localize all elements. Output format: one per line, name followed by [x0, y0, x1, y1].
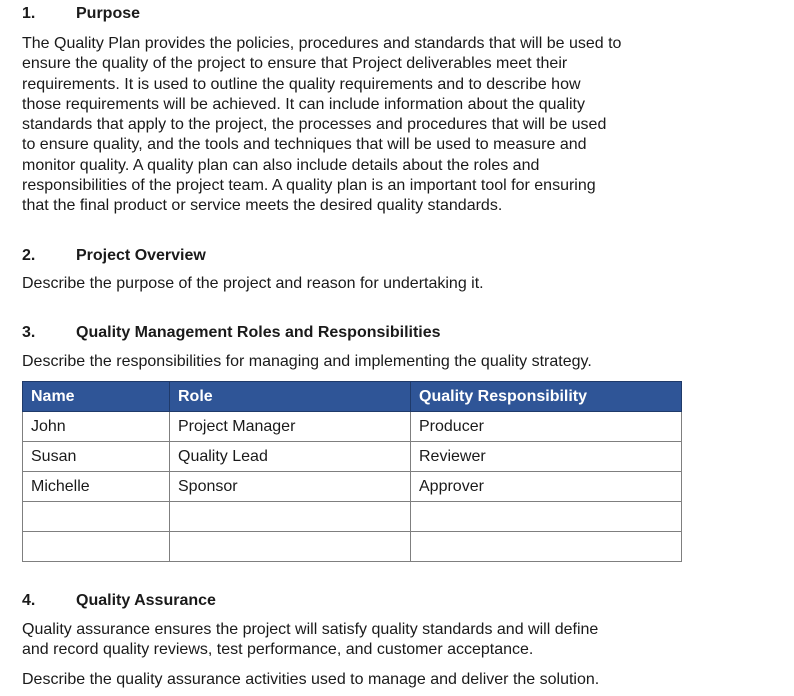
section-4-paragraph-2: [22, 670, 599, 690]
section-4-number: 4.: [22, 592, 36, 609]
section-3-paragraph: [22, 352, 592, 372]
section-3-title: Quality Management Roles and Responsibilities: [76, 324, 441, 341]
table-cell-name: [23, 502, 170, 532]
paragraph-line: that the final product or service meets the desired quality standards.: [22, 197, 503, 215]
table-cell-name: [23, 532, 170, 562]
paragraph-line: Describe the responsibilities for managing and implementing the quality strategy.: [22, 353, 592, 370]
table-cell-role: [170, 502, 411, 532]
table-cell-name: Susan: [23, 442, 170, 472]
paragraph-line: Describe the quality assurance activities used to manage and deliver the solution.: [22, 671, 600, 688]
section-1-paragraph: [22, 34, 621, 217]
section-4-paragraph: [22, 620, 598, 661]
paragraph-line: those requirements will be achieved. It can include information about the quality: [22, 95, 585, 113]
section-3-number: 3.: [22, 324, 36, 341]
paragraph-line: ensure the quality of the project to ensure that Project deliverables meet their: [22, 55, 568, 73]
table-cell-role: Sponsor: [170, 472, 411, 502]
table-cell-role: Project Manager: [170, 412, 411, 442]
paragraph-line: monitor quality. A quality plan can also include details about the roles and: [22, 156, 540, 174]
table-row: [23, 472, 682, 502]
table-cell-name: John: [23, 412, 170, 442]
table-cell-name: Michelle: [23, 472, 170, 502]
table-row: [23, 412, 682, 442]
column-header-role: Role: [170, 382, 411, 412]
table-row: [23, 502, 682, 532]
table-header-row: [23, 382, 682, 412]
column-header-quality-responsibility: Quality Responsibility: [411, 382, 682, 412]
section-2-paragraph: [22, 274, 484, 294]
section-3-heading: [22, 323, 441, 343]
paragraph-line: requirements. It is used to outline the quality requirements and to describe how: [22, 75, 581, 93]
section-4-title: Quality Assurance: [76, 592, 216, 609]
section-1-number: 1.: [22, 5, 36, 22]
table-cell-responsibility: [411, 532, 682, 562]
section-4-heading: [22, 591, 216, 611]
column-header-name: Name: [23, 382, 170, 412]
paragraph-line: The Quality Plan provides the policies, procedures and standards that will be used to: [22, 35, 622, 52]
section-2-number: 2.: [22, 247, 36, 264]
section-2-heading: [22, 246, 206, 266]
roles-table: [22, 381, 682, 562]
table-cell-responsibility: Approver: [411, 472, 682, 502]
section-1-title: Purpose: [76, 5, 141, 22]
section-1-heading: [22, 4, 140, 24]
table-row: [23, 442, 682, 472]
table-cell-responsibility: Producer: [411, 412, 682, 442]
table-row: [23, 532, 682, 562]
table-cell-responsibility: [411, 502, 682, 532]
section-2-title: Project Overview: [76, 247, 206, 264]
paragraph-line: Describe the purpose of the project and reason for undertaking it.: [22, 275, 484, 292]
table-cell-role: [170, 532, 411, 562]
table-cell-responsibility: Reviewer: [411, 442, 682, 472]
table-cell-role: Quality Lead: [170, 442, 411, 472]
paragraph-line: standards that apply to the project, the processes and procedures that will be used: [22, 116, 607, 134]
paragraph-line: responsibilities of the project team. A quality plan is an important tool for ensuring: [22, 177, 596, 195]
paragraph-line: Quality assurance ensures the project will satisfy quality standards and will define: [22, 621, 599, 638]
paragraph-line: and record quality reviews, test performance, and customer acceptance.: [22, 641, 534, 659]
paragraph-line: to ensure quality, and the tools and techniques that will be used to measure and: [22, 136, 587, 154]
